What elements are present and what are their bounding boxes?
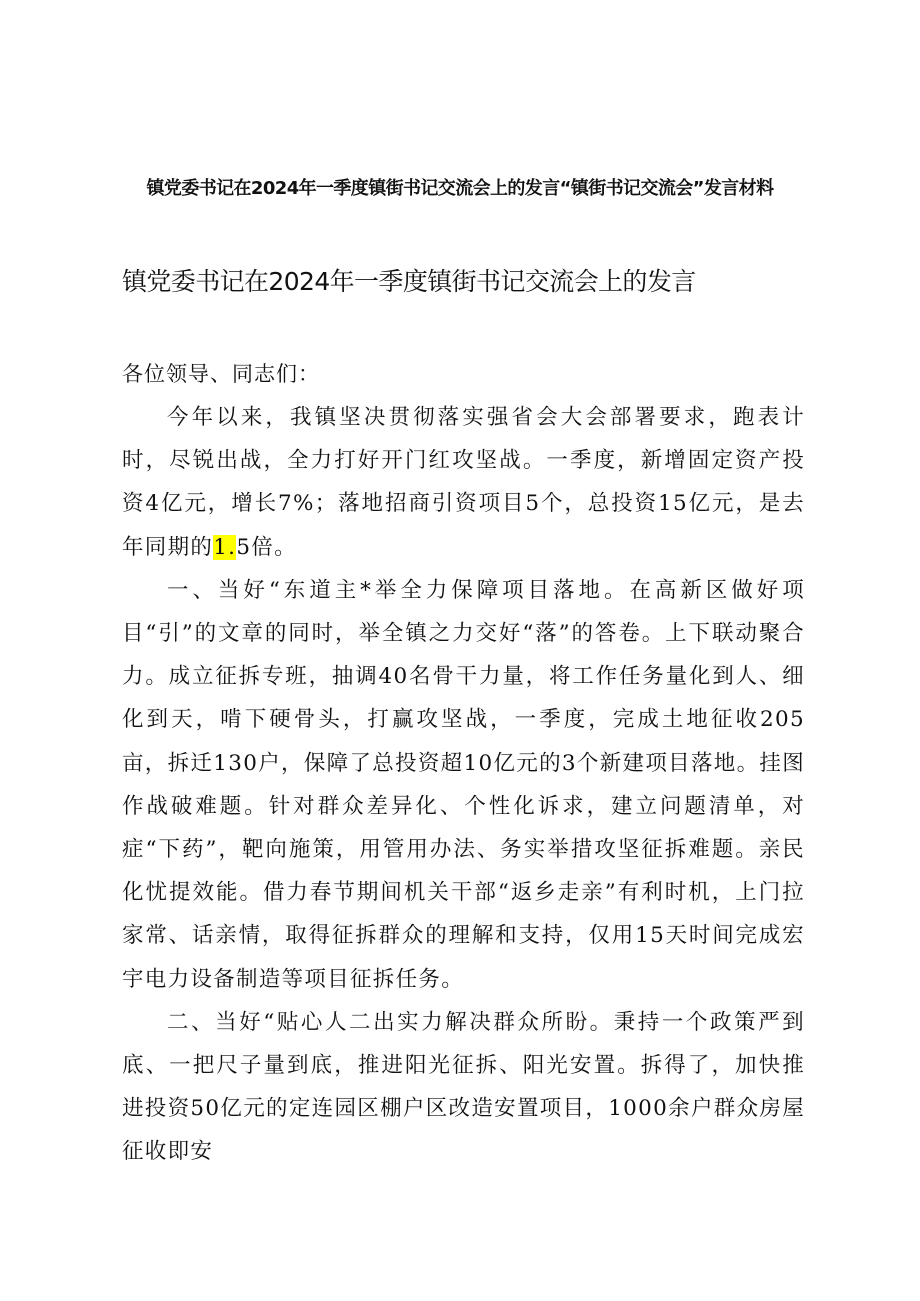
paragraph-section-two: 二、当好“贴心人二出实力解决群众所盼。秉持一个政策严到底、一把尺子量到底，推进阳光征拆、阳光安置。拆得了，加快推进投资50亿元的定连园区棚户区改造安置项目，1000余户群众房屋征收即安: [122, 1009, 805, 1165]
document-title: 镇党委书记在2024年一季度镇街书记交流会上的发言: [122, 267, 696, 296]
document-header: 镇党委书记在2024年一季度镇街书记交流会上的发言“镇街书记交流会”发言材料: [146, 178, 774, 199]
paragraph-intro-tail: 5倍。: [236, 534, 297, 560]
highlighted-text: 1.: [213, 534, 237, 560]
salutation: 各位领导、同志们：: [122, 362, 320, 386]
paragraph-intro-text: 今年以来，我镇坚决贯彻落实强省会大会部署要求，跑表计时，尽锐出战，全力打好开门红攻坚战。一季度，新增固定资产投资4亿元，增长7%；落地招商引资项目5个，总投资15亿元，是去年同期的: [122, 405, 805, 560]
paragraph-intro: [122, 396, 805, 569]
paragraph-section-one: 一、当好“东道主*举全力保障项目落地。在高新区做好项目“引”的文章的同时，举全镇之力交好“落”的答卷。上下联动聚合力。成立征拆专班，抽调40名骨干力量，将工作任务量化到人、细化到天，啃下硬骨头，打赢攻坚战，一季度，完成土地征收205亩，拆迁130户，保障了总投资超10亿元的3个新建项目落地。挂图作战破难题。针对群众差异化、个性化诉求，建立问题清单，对症“下药”，靶向施策，用管用办法、务实举措攻坚征拆难题。亲民化忧提效能。借力春节期间机关干部“返乡走亲”有利时机，上门拉家常、话亲情，取得征拆群众的理解和支持，仅用15天时间完成宏宇电力设备制造等项目征拆任务。: [122, 577, 805, 992]
document-body: [122, 353, 805, 1174]
